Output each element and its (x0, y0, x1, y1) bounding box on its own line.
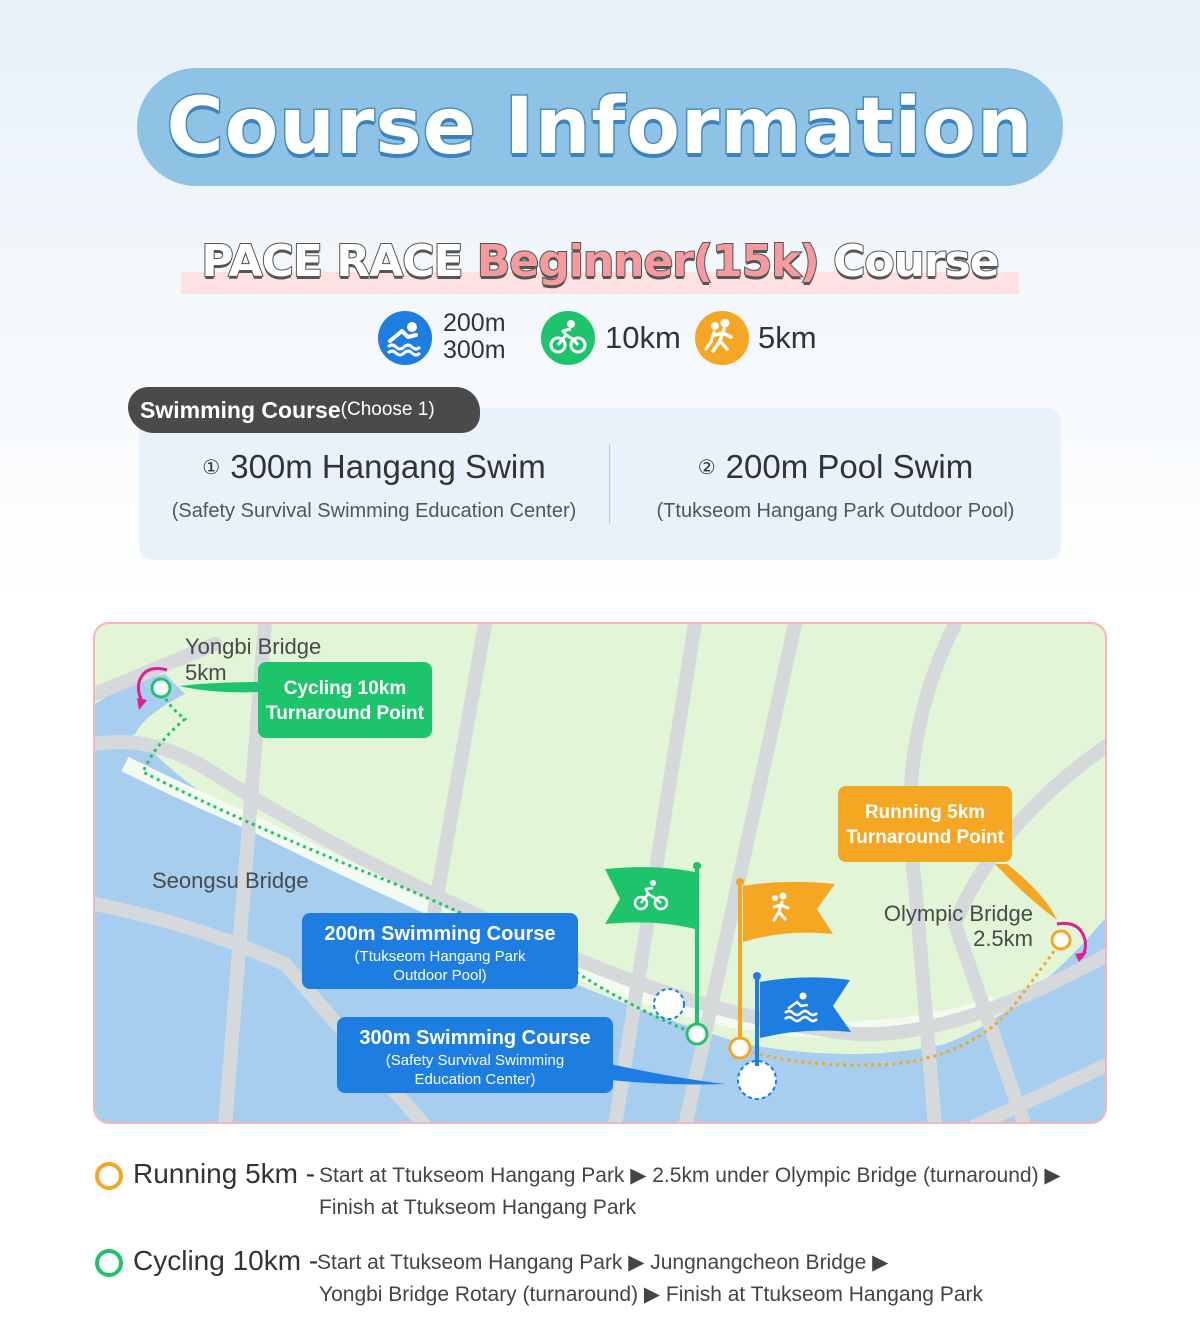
pool-marker (654, 989, 684, 1019)
center-marker (738, 1061, 776, 1099)
cycling-turnaround-line2: Turnaround Point (266, 703, 424, 724)
title-banner (137, 68, 1063, 186)
subtitle-brand: PACE RACE (201, 236, 463, 287)
olympic-marker (1052, 931, 1070, 949)
running-route-name: Running 5km - (133, 1158, 316, 1189)
cycling-flag (605, 867, 695, 929)
run-distance: 5km (758, 320, 817, 355)
subtitle-course: Course (833, 236, 999, 287)
swim-option-2 (610, 448, 1061, 523)
swim200-sub2: Outdoor Pool) (393, 967, 487, 984)
olympic-bridge-label: Olympic Bridge (883, 901, 1033, 926)
course-map-svg (95, 624, 1107, 1124)
course-subtitle (0, 232, 1200, 296)
swim-distance-300: 300m (443, 336, 506, 364)
swimming-course-note: (Choose 1) (340, 399, 435, 420)
running-turnaround-line2: Turnaround Point (846, 827, 1004, 848)
option-venue: (Ttukseom Hangang Park Outdoor Pool) (656, 500, 1015, 522)
cycling-ring-icon (95, 1249, 123, 1277)
running-route-legend (93, 1160, 1103, 1230)
swim300-sub1: (Safety Survival Swimming (385, 1052, 565, 1069)
cycling-turnaround-line1: Cycling 10km (283, 678, 407, 699)
running-flag (743, 882, 835, 942)
running-turnaround-line1: Running 5km (864, 802, 986, 823)
yongbi-marker (152, 679, 170, 697)
option-title: 300m Hangang Swim (230, 448, 546, 485)
swimming-flag (760, 977, 851, 1038)
cycling-route-name: Cycling 10km - (133, 1245, 319, 1276)
cycling-route-desc-1: Start at Ttukseom Hangang Park ▶ Jungnangcheon Bridge ▶ (317, 1251, 889, 1274)
olympic-distance-label: 2.5km (973, 926, 1033, 951)
running-route-desc-1: Start at Ttukseom Hangang Park ▶ 2.5km under Olympic Bridge (turnaround) ▶ (319, 1164, 1061, 1187)
swim-distance-200: 200m (443, 309, 506, 337)
cycle-distance: 10km (605, 320, 681, 355)
run-start-marker (730, 1038, 750, 1058)
swim300-sub2: Education Center) (414, 1071, 536, 1088)
discipline-legend (0, 308, 1200, 368)
cycle-start-marker (687, 1024, 707, 1044)
swim200-sub1: (Ttukseom Hangang Park (354, 948, 526, 965)
running-ring-icon (95, 1162, 123, 1190)
seongsu-bridge-label: Seongsu Bridge (152, 868, 309, 893)
running-route-desc-2: Finish at Ttukseom Hangang Park (319, 1196, 637, 1219)
swim300-title: 300m Swimming Course (359, 1027, 591, 1049)
swimming-icon (378, 311, 432, 365)
option-number: ① (202, 457, 221, 479)
course-map (93, 622, 1107, 1124)
running-turnaround-callout (838, 786, 1012, 862)
subtitle-level: Beginner(15k) (476, 236, 819, 287)
swimming-course-tag (128, 387, 480, 433)
option-number: ② (697, 457, 716, 479)
running-icon (695, 311, 749, 365)
yongbi-bridge-label: Yongbi Bridge (185, 634, 322, 659)
option-venue: (Safety Survival Swimming Education Center) (171, 500, 577, 522)
cycling-icon (541, 311, 595, 365)
swim-option-1 (139, 448, 609, 523)
swim200-title: 200m Swimming Course (324, 923, 556, 945)
cycling-route-desc-2: Yongbi Bridge Rotary (turnaround) ▶ Finish at Ttukseom Hangang Park (319, 1283, 984, 1306)
cycling-route-legend (93, 1247, 1103, 1317)
cycling-turnaround-callout (258, 662, 432, 738)
swimming-course-label: Swimming Course (140, 396, 341, 423)
option-title: 200m Pool Swim (725, 448, 974, 485)
yongbi-distance-label: 5km (185, 660, 227, 685)
page-title: Course Information (166, 82, 1034, 172)
